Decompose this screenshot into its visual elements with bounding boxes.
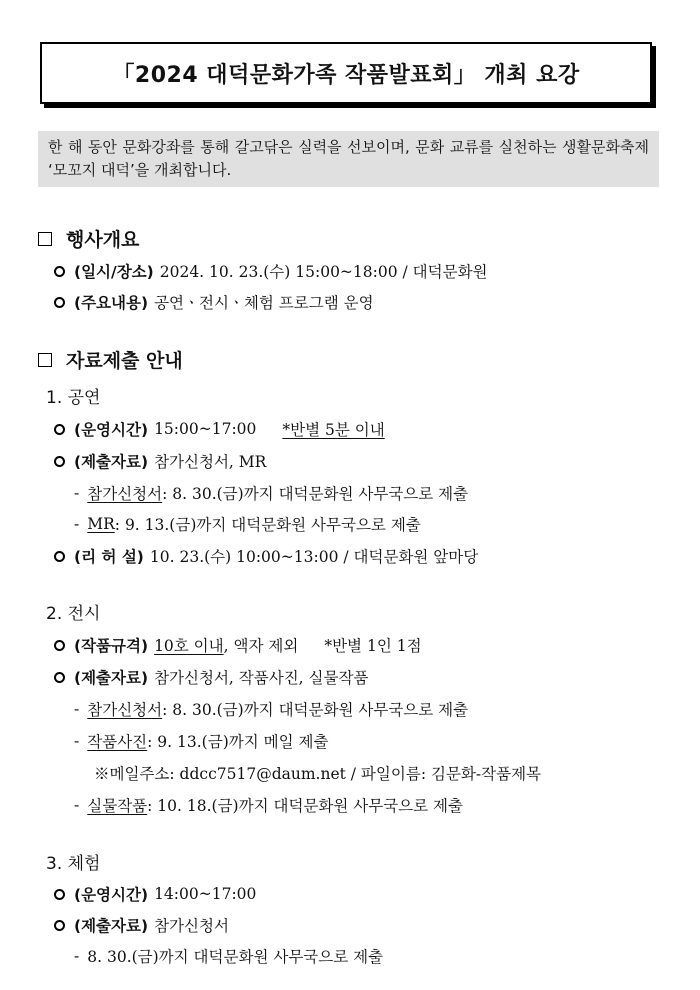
item-text: : 10. 18.(금)까지 대덕문화원 사무국으로 제출 bbox=[147, 797, 464, 815]
item-key: 참가신청서 bbox=[87, 701, 163, 719]
item-label: (운영시간) bbox=[74, 421, 149, 439]
subsection-experience-title: 3. 체험 bbox=[46, 854, 101, 874]
item-text: 8. 30.(금)까지 대덕문화원 사무국으로 제출 bbox=[87, 948, 384, 966]
item-text: 공연ㆍ전시ㆍ체험 프로그램 운영 bbox=[154, 294, 374, 312]
item-label: (운영시간) bbox=[74, 886, 149, 904]
item-label: (주요내용) bbox=[74, 294, 149, 312]
item-label: (작품규격) bbox=[74, 637, 149, 655]
circle-bullet-icon bbox=[54, 297, 65, 308]
item-text: 참가신청서, MR bbox=[154, 453, 267, 471]
item-text: 참가신청서, 작품사진, 실물작품 bbox=[154, 669, 369, 687]
item-label: (제출자료) bbox=[74, 669, 149, 687]
exhibition-artwork-deadline: - 실물작품 : 10. 18.(금)까지 대덕문화원 사무국으로 제출 bbox=[74, 796, 464, 815]
item-note: *반별 1인 1점 bbox=[324, 637, 422, 655]
item-key: 실물작품 bbox=[87, 797, 148, 815]
item-text: : 8. 30.(금)까지 대덕문화원 사무국으로 제출 bbox=[162, 701, 469, 719]
exhibition-email-note: ※메일주소: ddcc7517@daum.net / 파일이름: 김문화-작품제목 bbox=[94, 765, 542, 783]
item-text: 10. 23.(수) 10:00~13:00 / 대덕문화원 앞마당 bbox=[149, 548, 479, 566]
circle-bullet-icon bbox=[54, 551, 65, 562]
square-bullet-icon bbox=[38, 353, 52, 367]
item-text: 참가신청서 bbox=[154, 917, 229, 935]
performance-materials bbox=[54, 450, 266, 472]
item-text: 2024. 10. 23.(수) 15:00~18:00 / 대덕문화원 bbox=[159, 263, 488, 281]
item-note: *반별 5분 이내 bbox=[282, 421, 385, 439]
item-text: : 8. 30.(금)까지 대덕문화원 사무국으로 제출 bbox=[162, 485, 469, 503]
exhibition-application-deadline: - 참가신청서 : 8. 30.(금)까지 대덕문화원 사무국으로 제출 bbox=[74, 700, 469, 719]
square-bullet-icon bbox=[38, 232, 52, 246]
circle-bullet-icon bbox=[54, 456, 65, 467]
experience-application-deadline: - 8. 30.(금)까지 대덕문화원 사무국으로 제출 bbox=[74, 947, 384, 966]
item-key: 10호 이내 bbox=[154, 637, 224, 655]
circle-bullet-icon bbox=[54, 672, 65, 683]
circle-bullet-icon bbox=[54, 640, 65, 651]
section-title: 행사개요 bbox=[66, 229, 140, 251]
overview-schedule bbox=[54, 260, 488, 282]
circle-bullet-icon bbox=[54, 920, 65, 931]
circle-bullet-icon bbox=[54, 424, 65, 435]
section-title: 자료제출 안내 bbox=[66, 350, 183, 372]
section-submission-heading bbox=[38, 346, 183, 373]
subsection-performance-title: 1. 공연 bbox=[46, 388, 101, 408]
performance-operating-hours bbox=[54, 418, 385, 440]
intro-paragraph: 한 해 동안 문화강좌를 통해 갈고닦은 실력을 선보이며, 문화 교류를 실천하는 생활문화축제 ‘모꼬지 대덕’을 개최합니다. bbox=[38, 131, 659, 187]
item-label: (제출자료) bbox=[74, 917, 149, 935]
item-text: : 9. 13.(금)까지 대덕문화원 사무국으로 제출 bbox=[114, 516, 421, 534]
exhibition-spec bbox=[54, 634, 422, 656]
section-overview-heading bbox=[38, 225, 139, 252]
document-title: 「2024 대덕문화가족 작품발표회」 개최 요강 bbox=[40, 42, 652, 104]
performance-mr-deadline: - MR : 9. 13.(금)까지 대덕문화원 사무국으로 제출 bbox=[74, 515, 421, 534]
performance-application-deadline: - 참가신청서 : 8. 30.(금)까지 대덕문화원 사무국으로 제출 bbox=[74, 484, 469, 503]
item-label: (제출자료) bbox=[74, 453, 149, 471]
item-key: 작품사진 bbox=[87, 733, 148, 751]
subsection-exhibition-title: 2. 전시 bbox=[46, 604, 101, 624]
item-text: , 액자 제외 bbox=[223, 637, 299, 655]
item-text: 14:00~17:00 bbox=[154, 885, 257, 903]
experience-operating-hours bbox=[54, 883, 256, 905]
exhibition-materials bbox=[54, 666, 368, 688]
item-text: : 9. 13.(금)까지 메일 제출 bbox=[147, 733, 329, 751]
item-key: MR bbox=[87, 515, 115, 533]
item-label: (일시/장소) bbox=[74, 263, 154, 281]
item-text: 15:00~17:00 bbox=[154, 420, 257, 438]
circle-bullet-icon bbox=[54, 266, 65, 277]
performance-rehearsal bbox=[54, 545, 478, 567]
overview-content bbox=[54, 291, 374, 313]
item-label: (리 허 설) bbox=[74, 548, 144, 566]
experience-materials bbox=[54, 914, 229, 936]
item-key: 참가신청서 bbox=[87, 485, 163, 503]
exhibition-photo-deadline: - 작품사진 : 9. 13.(금)까지 메일 제출 bbox=[74, 732, 329, 751]
circle-bullet-icon bbox=[54, 889, 65, 900]
